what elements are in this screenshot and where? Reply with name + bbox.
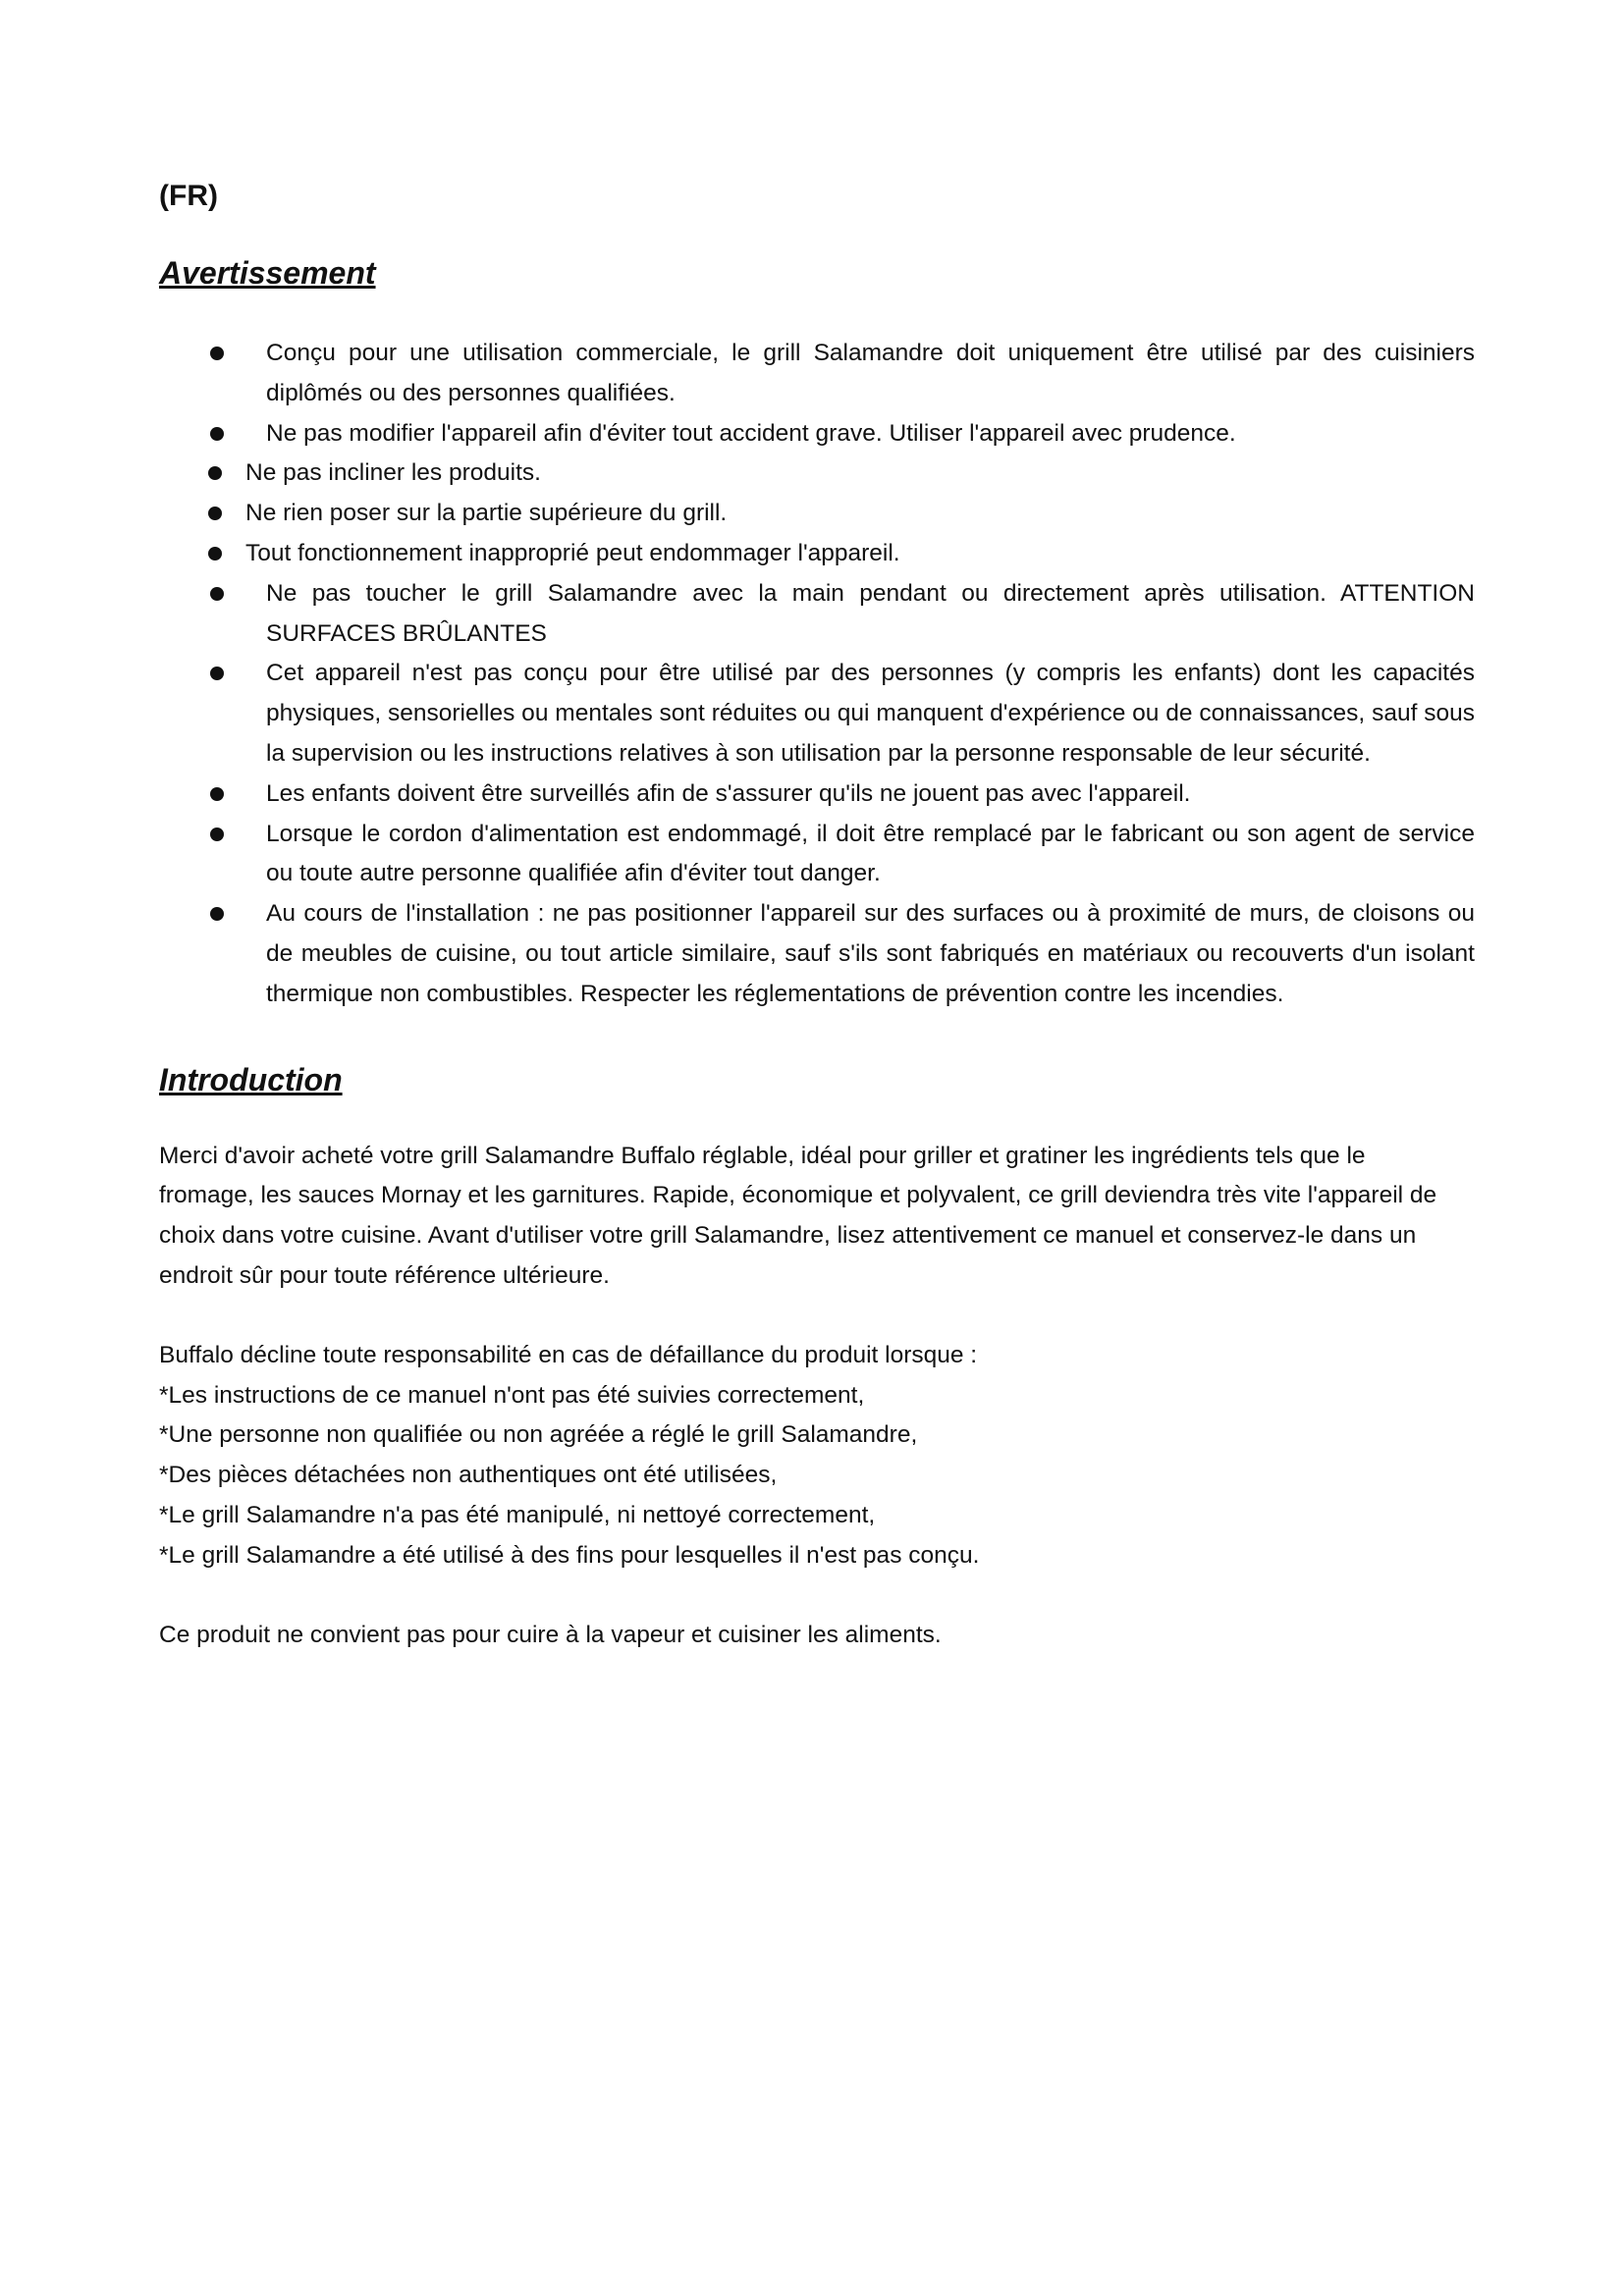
bullet-icon xyxy=(210,828,224,841)
warning-item xyxy=(159,534,1475,574)
warning-item-text: Les enfants doivent être surveillés afin de s'assurer qu'ils ne jouent pas avec l'appareil. xyxy=(266,779,1191,807)
introduction-heading: Introduction xyxy=(159,1061,343,1097)
document-page xyxy=(159,177,1475,1655)
warning-item xyxy=(159,414,1475,454)
conditions-list xyxy=(159,1376,1475,1576)
bullet-icon xyxy=(208,507,222,520)
bullet-icon xyxy=(210,907,224,921)
condition-item: *Une personne non qualifiée ou non agréée a réglé le grill Salamandre, xyxy=(159,1421,918,1449)
bullet-icon xyxy=(208,547,222,561)
warning-item xyxy=(159,654,1475,774)
introduction-paragraph: Merci d'avoir acheté votre grill Salamandre Buffalo réglable, idéal pour griller et gratiner les ingrédients tels que le fromage, les sauces Mornay et les garnitures. Rapide, économique et polyvalent, ce grill deviendra très vite l'appareil de choix dans votre cuisine. Avant d'utiliser votre grill Salamandre, lisez attentivement ce manuel et conservez-le dans un endroit sûr pour toute référence ultérieure. xyxy=(159,1142,1437,1289)
warning-item-text: Ne pas modifier l'appareil afin d'éviter tout accident grave. Utiliser l'appareil avec prudence. xyxy=(266,419,1236,447)
bullet-icon xyxy=(208,466,222,480)
condition-item: *Le grill Salamandre a été utilisé à des fins pour lesquelles il n'est pas conçu. xyxy=(159,1541,980,1569)
bullet-icon xyxy=(210,427,224,441)
bullet-icon xyxy=(210,587,224,601)
warning-item-text: Ne pas incliner les produits. xyxy=(245,459,541,487)
disclaimer-text: Buffalo décline toute responsabilité en cas de défaillance du produit lorsque : xyxy=(159,1341,978,1368)
warning-item-text: Tout fonctionnement inapproprié peut endommager l'appareil. xyxy=(245,539,900,566)
warning-item xyxy=(159,494,1475,534)
bullet-icon xyxy=(210,787,224,801)
closing-text: Ce produit ne convient pas pour cuire à la vapeur et cuisiner les aliments. xyxy=(159,1621,942,1648)
warning-item-text: Ne pas toucher le grill Salamandre avec la main pendant ou directement après utilisation. ATTENTION SURFACES BRÛLANTES xyxy=(266,579,1475,647)
condition-item: *Le grill Salamandre n'a pas été manipulé, ni nettoyé correctement, xyxy=(159,1501,876,1528)
warning-item-text: Conçu pour une utilisation commerciale, le grill Salamandre doit uniquement être utilisé par des cuisiniers diplômés ou des personnes qualifiées. xyxy=(266,340,1475,406)
bullet-icon xyxy=(210,667,224,680)
warning-item xyxy=(159,334,1475,414)
warning-list xyxy=(159,334,1475,1015)
warning-heading: Avertissement xyxy=(159,255,376,291)
warning-item xyxy=(159,774,1475,815)
warning-item xyxy=(159,454,1475,494)
warning-item-text: Ne rien poser sur la partie supérieure du grill. xyxy=(245,500,728,527)
condition-item: *Les instructions de ce manuel n'ont pas été suivies correctement, xyxy=(159,1381,865,1409)
warning-item-text: Cet appareil n'est pas conçu pour être utilisé par des personnes (y compris les enfants) dont les capacités physiques, sensorielles ou mentales sont réduites ou qui manquent d'expérience ou de connaissances, sauf sous la supervision ou les instructions relatives à son utilisation par la personne responsable de leur sécurité. xyxy=(266,660,1475,767)
language-code: (FR) xyxy=(159,180,218,212)
warning-item xyxy=(159,815,1475,895)
warning-item xyxy=(159,574,1475,655)
warning-item-text: Lorsque le cordon d'alimentation est endommagé, il doit être remplacé par le fabricant ou son agent de service ou toute autre personne qualifiée afin d'éviter tout danger. xyxy=(266,820,1475,887)
warning-item xyxy=(159,894,1475,1014)
bullet-icon xyxy=(210,347,224,360)
warning-item-text: Au cours de l'installation : ne pas positionner l'appareil sur des surfaces ou à proximité de murs, de cloisons ou de meubles de cuisine, ou tout article similaire, sauf s'ils sont fabriqués en matériaux ou recouverts d'un isolant thermique non combustibles. Respecter les réglementations de prévention contre les incendies. xyxy=(266,900,1475,1007)
condition-item: *Des pièces détachées non authentiques ont été utilisées, xyxy=(159,1462,778,1489)
